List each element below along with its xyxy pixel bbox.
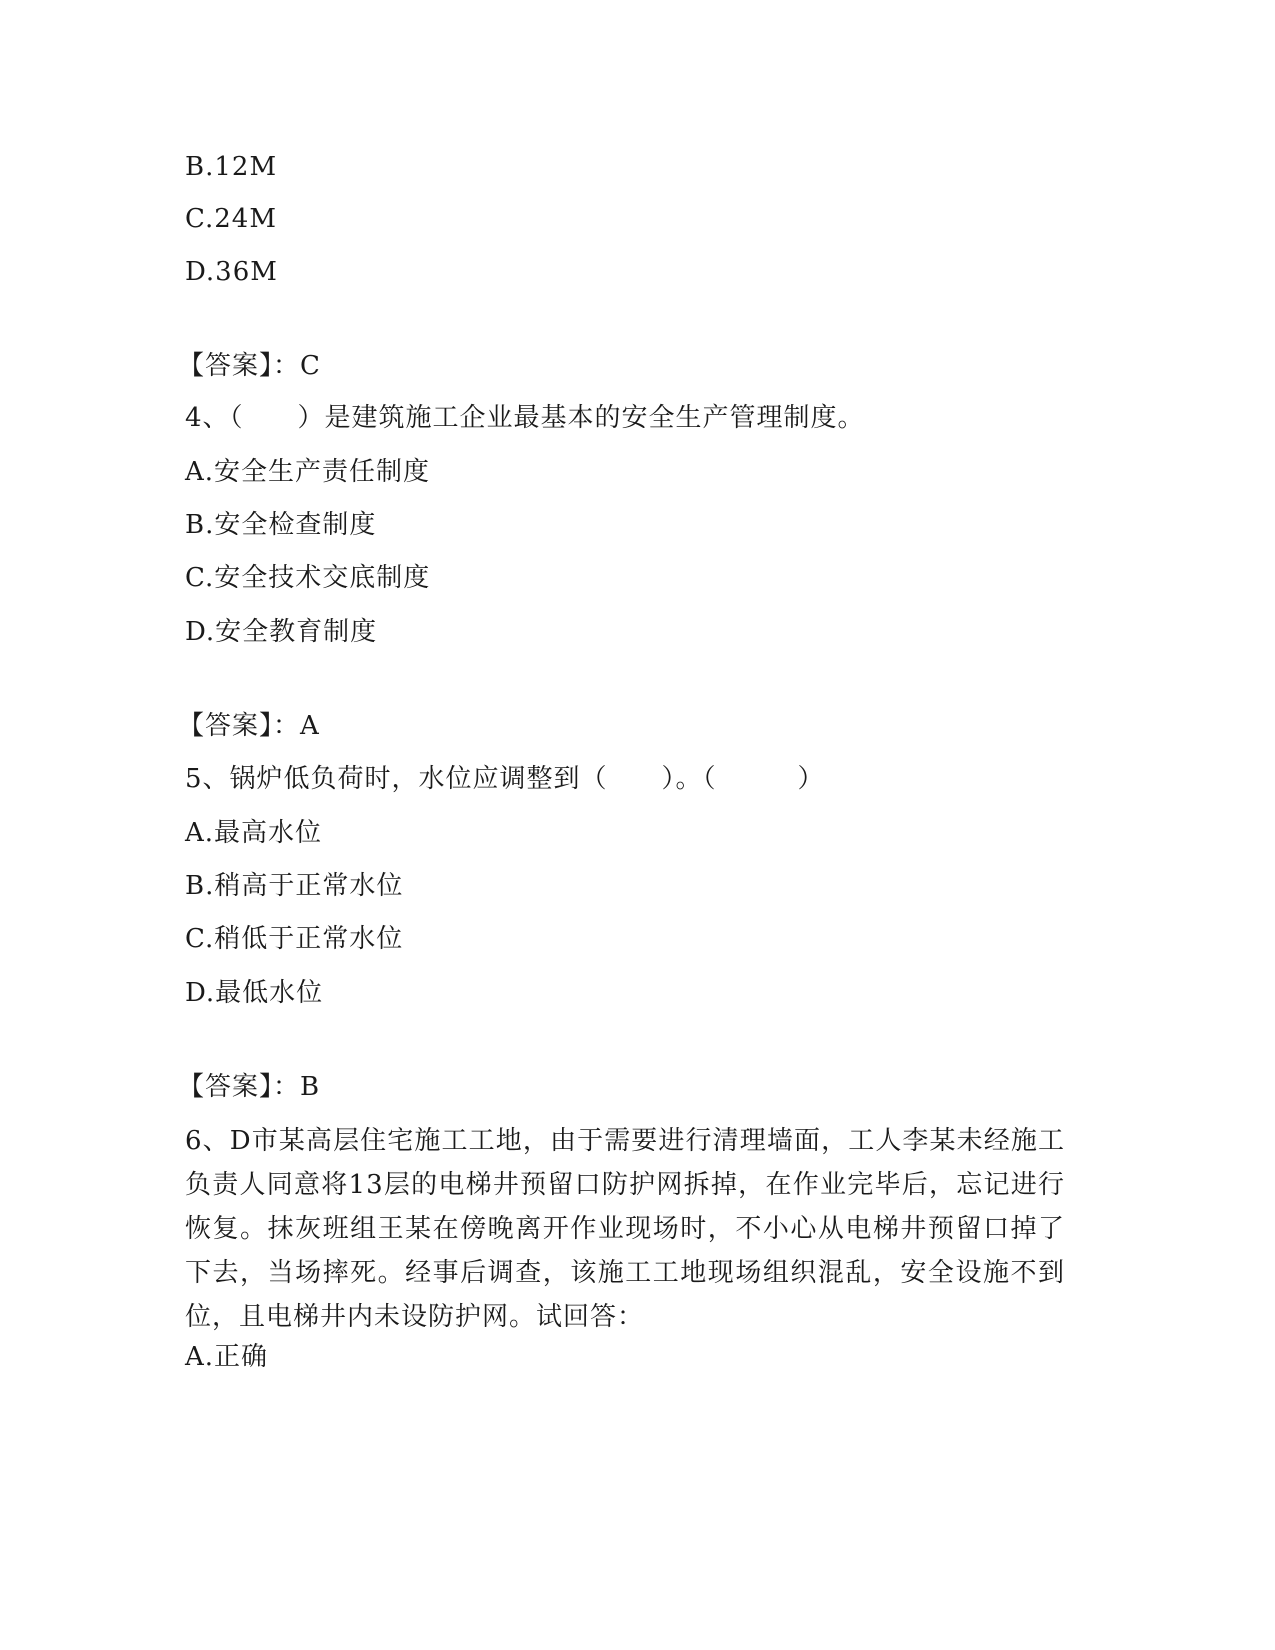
q5-answer: 【答案】：B: [178, 1072, 321, 1102]
q4-stem: 4、（ ）是建筑施工企业最基本的安全生产管理制度。: [185, 403, 865, 433]
q4-answer: 【答案】：A: [178, 711, 320, 741]
q5-option-b: B.稍高于正常水位: [185, 871, 404, 901]
q6-stem: 6、D市某高层住宅施工工地，由于需要进行清理墙面，工人李某未经施工负责人同意将13层的电梯井预留口防护网拆掉，在作业完毕后，忘记进行恢复。抹灰班组王某在傍晚离开作业现场时，不小心从电梯井预留口掉了下去，当场摔死。经事后调查，该施工工地现场组织混乱，安全设施不到位，且电梯井内未设防护网。试回答：: [185, 1126, 1065, 1332]
q4-option-d: D.安全教育制度: [185, 617, 378, 647]
q5-stem: 5、锅炉低负荷时，水位应调整到（ ）。（ ）: [185, 764, 825, 794]
q6-option-a: A.正确: [185, 1342, 269, 1372]
q5-option-d: D.最低水位: [185, 978, 324, 1008]
q4-option-a: A.安全生产责任制度: [185, 457, 431, 487]
q3-option-d: D.36M: [185, 257, 278, 287]
q3-option-c: C.24M: [185, 204, 277, 234]
q4-option-c: C.安全技术交底制度: [185, 563, 431, 593]
q4-option-b: B.安全检查制度: [185, 510, 377, 540]
q3-option-b: B.12M: [185, 152, 278, 182]
q5-option-c: C.稍低于正常水位: [185, 924, 404, 954]
q5-option-a: A.最高水位: [185, 818, 323, 848]
q3-answer: 【答案】：C: [178, 351, 321, 381]
